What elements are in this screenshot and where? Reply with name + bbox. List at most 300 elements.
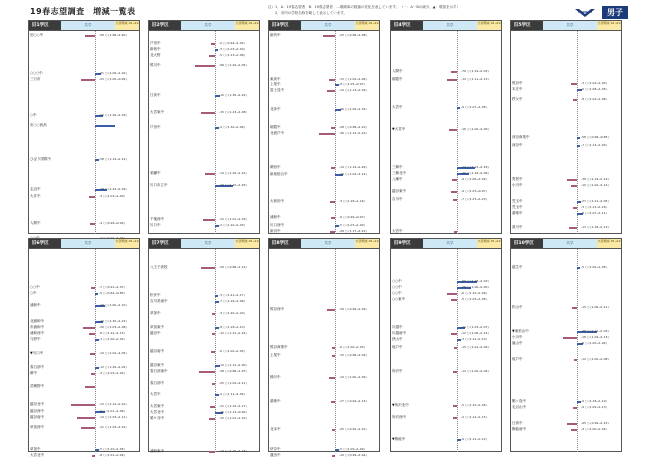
school-name: 桶川中 xyxy=(270,375,281,379)
change-value: -12 ○ (1.06→1.14) xyxy=(461,331,489,335)
school-name: 越谷西中 xyxy=(30,409,44,413)
change-value: -14 ○ (1.00→1.04) xyxy=(461,369,489,373)
change-bar xyxy=(451,299,457,301)
table-row xyxy=(149,369,259,374)
school-name: 鳩ケ谷中 xyxy=(150,416,164,420)
school-name: ▼飯能中 xyxy=(392,437,406,441)
table-row xyxy=(511,421,621,426)
school-name: 伊奈中 xyxy=(270,447,281,451)
table-row xyxy=(511,183,621,188)
school-name: 吉川中 xyxy=(392,197,403,201)
table-row xyxy=(269,215,379,220)
change-value: -4 ○ (1.03→1.02) xyxy=(99,371,125,375)
change-bar xyxy=(332,355,335,357)
panel-change-header: 志望増減 18→19 xyxy=(115,239,139,248)
change-value: -3 ○ (1.18→1.16) xyxy=(339,199,365,203)
school-name: 春日部東中 xyxy=(150,369,168,373)
change-value: -3 ○ (1.03→1.00) xyxy=(219,47,245,51)
table-row xyxy=(391,127,501,132)
change-bar xyxy=(201,112,215,114)
table-row xyxy=(29,221,139,226)
change-bar xyxy=(90,353,95,355)
change-value: -7 ○ (0.91→1.07) xyxy=(99,285,125,289)
change-bar xyxy=(453,417,457,419)
table-row xyxy=(269,399,379,404)
table-row xyxy=(29,33,139,38)
change-value: -43 ○ (1.10→1.25) xyxy=(219,183,247,187)
table-row xyxy=(149,41,259,46)
table-row xyxy=(149,53,259,58)
school-name: 梁瀬中 xyxy=(150,171,161,175)
table-row xyxy=(149,449,259,454)
school-name: 川口市立中 xyxy=(150,183,168,187)
panel-title: 旧7学区 xyxy=(149,239,181,248)
school-name: 上尾中 xyxy=(270,353,281,357)
panel-title: 旧5学区 xyxy=(511,21,543,30)
table-row xyxy=(29,331,139,336)
table-row xyxy=(29,351,139,356)
table-row xyxy=(269,307,379,312)
change-value: -10 ○ (1.02→1.05) xyxy=(99,351,127,355)
panel-header xyxy=(149,21,259,31)
school-name: 児玉中 xyxy=(512,199,523,203)
change-value: -17 ○ (0.94→1.14) xyxy=(339,399,367,403)
change-value: -5 ○ (1.10→1.05) xyxy=(99,447,125,451)
school-name: 日高中 xyxy=(150,93,161,97)
change-bar xyxy=(83,327,95,329)
school-name: 川越中 xyxy=(392,325,403,329)
school-name: 蓮田中 xyxy=(270,453,281,457)
school-name: 児玉中 xyxy=(512,205,523,209)
table-row xyxy=(29,123,139,128)
change-value: -31 ○ (1.09→1.02) xyxy=(99,71,127,75)
panel-column-header: 共学 xyxy=(61,239,115,248)
table-row xyxy=(391,297,501,302)
table-row xyxy=(269,33,379,38)
panel-header xyxy=(269,21,379,31)
change-bar xyxy=(203,219,215,221)
school-name: ひばり国際中 xyxy=(30,157,51,161)
school-name: 熊川中 xyxy=(150,63,161,67)
school-name: 越谷南中 xyxy=(30,415,44,419)
change-value: -12 ○ (1.21→1.24) xyxy=(219,331,247,335)
change-value: -2 ○ (0.94→1.02) xyxy=(219,41,245,45)
change-bar xyxy=(331,217,335,219)
table-row xyxy=(511,205,621,210)
table-row xyxy=(391,171,501,176)
change-bar xyxy=(577,145,580,147)
table-row xyxy=(269,427,379,432)
change-bar xyxy=(195,65,215,67)
school-name: 新羽中 xyxy=(270,229,281,233)
table-row xyxy=(511,305,621,310)
district-panel xyxy=(390,20,502,234)
school-name: 越谷中 xyxy=(150,331,161,335)
table-row xyxy=(511,143,621,148)
school-name: 日高中 xyxy=(512,421,523,425)
table-row xyxy=(391,415,501,420)
district-panel xyxy=(510,238,622,452)
school-name: 戸田中 xyxy=(150,125,161,129)
school-name: 志辺中 xyxy=(30,187,41,191)
change-value: -13 ○ (1.12→1.01) xyxy=(99,402,127,406)
school-name: 北条中 xyxy=(270,107,281,111)
change-value: -6 ○ (1.08→1.05) xyxy=(581,87,607,91)
table-row xyxy=(391,403,501,408)
school-name: 大宮北中 xyxy=(30,453,44,457)
table-row xyxy=(269,125,379,130)
change-value: -13 ○ (1.02→1.06) xyxy=(339,77,367,81)
table-row xyxy=(29,157,139,162)
school-name: 大宮東中 xyxy=(150,404,164,408)
table-row xyxy=(269,165,379,170)
school-name: 越谷北中 xyxy=(30,402,44,406)
change-bar xyxy=(453,405,457,407)
school-name: 八潮中 xyxy=(392,177,403,181)
change-bar xyxy=(91,287,95,289)
change-bar xyxy=(199,371,215,373)
center-line xyxy=(457,31,458,234)
table-row xyxy=(149,363,259,368)
change-value: -9 ○ (1.12→1.12) xyxy=(461,437,487,441)
change-value: -18 ○ (1.09→1.13) xyxy=(581,335,609,339)
center-line xyxy=(335,249,336,452)
table-row xyxy=(29,291,139,296)
table-row xyxy=(391,165,501,170)
table-row xyxy=(149,311,259,316)
school-name: 八王子高校 xyxy=(150,265,168,269)
school-name: 熊谷西中 xyxy=(270,307,284,311)
table-row xyxy=(269,447,379,452)
table-row xyxy=(269,229,379,234)
change-bar xyxy=(573,207,577,209)
table-row xyxy=(511,199,621,204)
school-name: 三日市 xyxy=(30,77,41,81)
table-row xyxy=(269,107,379,112)
school-name: 草加中 xyxy=(150,311,161,315)
school-name: 松伏中 xyxy=(150,293,161,297)
table-row xyxy=(391,337,501,342)
school-name: 草加東中 xyxy=(150,325,164,329)
change-bar xyxy=(90,223,95,225)
school-name: 深谷商業中 xyxy=(512,135,530,139)
change-bar xyxy=(454,347,457,349)
change-bar xyxy=(332,429,335,431)
change-value: -3 ○ (1.13→1.16) xyxy=(581,205,607,209)
change-value: -5 ○ (1.13→1.08) xyxy=(219,53,245,57)
change-value: -8 ○ (1.18→1.10) xyxy=(219,325,245,329)
table-row xyxy=(149,171,259,176)
panel-column-header: 共学 xyxy=(543,239,597,248)
change-value: -9 ○ (1.06→1.02) xyxy=(461,177,487,181)
district-panel xyxy=(148,238,260,452)
school-name: 大井中 xyxy=(30,194,41,198)
change-value: -48 ○ (1.21→1.03) xyxy=(581,329,609,333)
change-value: -13 ○ (1.29→1.16) xyxy=(219,449,247,453)
change-value: -10 ○ (1.02→1.14) xyxy=(581,183,609,187)
school-name: 北浦和中 xyxy=(30,319,44,323)
school-name: 北大野 xyxy=(150,53,161,57)
change-value: -11 ○ (1.10→1.17) xyxy=(219,404,247,408)
school-name: 越生中 xyxy=(512,265,523,269)
change-value: -9 ○ (1.01→1.06) xyxy=(99,409,125,413)
change-value: -38 ○ (0.86→1.07) xyxy=(219,369,247,373)
school-name: 武蔵野中 xyxy=(30,384,44,388)
table-row xyxy=(149,63,259,68)
school-name: 朝霞中 xyxy=(392,77,403,81)
panel-column-header: 共学 xyxy=(301,21,355,30)
change-value: -7 ○ (1.13→1.09) xyxy=(581,143,607,147)
panel-header xyxy=(511,239,621,249)
table-row xyxy=(511,135,621,140)
change-value: -3 ○ (1.02→1.00) xyxy=(581,81,607,85)
change-bar xyxy=(95,293,98,295)
table-row xyxy=(29,77,139,82)
school-name: 三郷北中 xyxy=(392,171,406,175)
table-row xyxy=(149,325,259,330)
school-name: ○○中 xyxy=(392,279,402,283)
change-value: -65 ○ (0.99→1.15) xyxy=(581,421,609,425)
school-name: 朝霞中 xyxy=(270,125,281,129)
change-bar xyxy=(454,231,457,233)
panel-change-header: 志望増減 18→19 xyxy=(115,21,139,30)
school-name: 草加中 xyxy=(30,447,41,451)
table-row xyxy=(511,399,621,404)
table-row xyxy=(29,365,139,370)
change-value: -76 ○ (1.19→1.03) xyxy=(461,69,489,73)
change-value: -15 ○ (1.06→1.11) xyxy=(581,305,609,309)
table-row xyxy=(511,265,621,270)
table-row xyxy=(29,337,139,342)
table-row xyxy=(29,285,139,290)
table-row xyxy=(29,447,139,452)
change-bar xyxy=(89,196,95,198)
change-bar xyxy=(329,79,335,81)
change-value: -23 ○ (0.98→1.08) xyxy=(339,33,367,37)
table-row xyxy=(149,404,259,409)
table-row xyxy=(29,371,139,376)
panel-change-header: 志望増減 18→19 xyxy=(355,21,379,30)
table-row xyxy=(391,77,501,82)
table-row xyxy=(391,331,501,336)
change-value: -9 ○ (1.03→0.97) xyxy=(461,189,487,193)
school-name: 川口西中 xyxy=(270,223,284,227)
table-row xyxy=(29,325,139,330)
district-panel xyxy=(510,20,622,234)
school-name: 坂戸中 xyxy=(392,345,403,349)
change-bar xyxy=(209,418,215,420)
change-bar xyxy=(567,179,577,181)
school-name: 秩父中 xyxy=(512,97,523,101)
change-value: -14 ○ (1.03→1.11) xyxy=(99,415,127,419)
change-value: -4 ○ (0.96→0.94) xyxy=(99,221,125,225)
change-bar xyxy=(215,49,218,51)
school-name: 所沢西中 xyxy=(392,415,406,419)
school-name: 毛呂山中 xyxy=(512,405,526,409)
school-name: 小川中 xyxy=(512,335,523,339)
table-row xyxy=(149,416,259,421)
change-bar xyxy=(332,455,335,457)
school-name: 新所中 xyxy=(270,33,281,37)
table-row xyxy=(269,88,379,93)
change-bar xyxy=(209,451,215,453)
table-row xyxy=(391,291,501,296)
table-row xyxy=(269,453,379,458)
change-value: -8 ○ (1.07→1.11) xyxy=(581,211,607,215)
school-name: 鶴ヶ島中 xyxy=(512,399,526,403)
table-row xyxy=(149,265,259,270)
change-bar xyxy=(81,427,95,429)
change-bar xyxy=(211,43,215,45)
change-bar xyxy=(571,83,577,85)
change-bar xyxy=(323,35,335,37)
panel-change-header: 志望増減 18→19 xyxy=(477,239,501,248)
change-value: -14 ○ (1.13→1.09) xyxy=(339,88,367,92)
school-name: 吉川美南中 xyxy=(150,299,168,303)
school-name: 草加西中 xyxy=(30,425,44,429)
school-name: 東高中 xyxy=(270,77,281,81)
panel-header xyxy=(29,239,139,249)
change-value: -5 ○ (1.03→1.05) xyxy=(461,297,487,301)
school-name: 大宮中 xyxy=(150,392,161,396)
table-row xyxy=(511,97,621,102)
panel-column-header: 共学 xyxy=(423,21,477,30)
table-row xyxy=(511,427,621,432)
change-bar xyxy=(205,173,215,175)
school-name: 新座総合中 xyxy=(270,172,288,176)
table-row xyxy=(511,87,621,92)
district-panel xyxy=(390,238,502,452)
table-row xyxy=(149,47,259,52)
gender-badge: 男子 xyxy=(602,6,628,19)
school-name: 大宮中 xyxy=(392,229,403,233)
school-name: 川口中 xyxy=(150,223,161,227)
table-row xyxy=(269,199,379,204)
panel-title: 旧4学区 xyxy=(391,21,423,30)
change-bar xyxy=(449,129,457,131)
table-row xyxy=(149,349,259,354)
change-value: -20 ○ (1.18→1.06) xyxy=(461,171,489,175)
table-row xyxy=(269,223,379,228)
change-bar xyxy=(331,167,335,169)
school-name: 千葉西中 xyxy=(150,217,164,221)
change-bar xyxy=(85,386,95,388)
change-value: -12 ○ (1.11→1.13) xyxy=(461,77,489,81)
change-value: -10 ○ (1.11→1.00) xyxy=(219,363,247,367)
change-value: -10 ○ (1.30→1.24) xyxy=(219,93,247,97)
change-bar xyxy=(331,401,335,403)
change-value: -15 ○ (1.01→1.09) xyxy=(461,345,489,349)
table-row xyxy=(29,409,139,414)
district-panel xyxy=(268,20,380,234)
change-bar xyxy=(209,55,215,57)
change-value: -28 ○ (1.17→1.22) xyxy=(339,229,367,233)
school-name: 熊谷中 xyxy=(512,81,523,85)
school-name: 飯能南中 xyxy=(512,427,526,431)
panel-column-header: 共学 xyxy=(181,239,235,248)
change-value: -6 ○ (1.00→1.03) xyxy=(339,345,365,349)
table-row xyxy=(149,293,259,298)
table-row xyxy=(149,381,259,386)
panel-header xyxy=(391,21,501,31)
school-name: 松山中 xyxy=(512,305,523,309)
change-value: -25 ○ (1.00→0.99) xyxy=(99,77,127,81)
table-row xyxy=(511,329,621,334)
change-bar xyxy=(89,333,95,335)
school-name: 本庄中 xyxy=(512,87,523,91)
table-row xyxy=(29,415,139,420)
header-note-1: 注）1．A：19春志望者 B：19春志望者 …増減率の数値の変化を表しています。 xyxy=(268,5,400,9)
panel-column-header: 共学 xyxy=(301,239,355,248)
change-value: -14 ○ (1.12→1.18) xyxy=(461,165,489,169)
school-name: 春日部中 xyxy=(150,381,164,385)
change-bar xyxy=(567,423,577,425)
change-value: -13 ○ (1.30→1.22) xyxy=(99,319,127,323)
school-name: ○○中 xyxy=(392,291,402,295)
table-row xyxy=(511,211,621,216)
table-row xyxy=(149,183,259,188)
panel-column-header: 共学 xyxy=(61,21,115,30)
change-value: -14 ○ (1.20→1.22) xyxy=(219,171,247,175)
change-value: -10 ○ (1.00→1.09) xyxy=(339,375,367,379)
school-name: 寄居中 xyxy=(512,177,523,181)
change-value: -14 ○ (1.03→1.07) xyxy=(461,325,489,329)
school-name: 小川中 xyxy=(512,183,523,187)
change-bar xyxy=(453,199,457,201)
school-name: 熊谷商業中 xyxy=(270,345,288,349)
change-bar xyxy=(331,127,335,129)
change-bar xyxy=(563,337,577,339)
school-name: 鴻巣中 xyxy=(512,211,523,215)
change-value: -38 ○ (1.19→1.19) xyxy=(581,177,609,181)
change-bar xyxy=(95,125,115,127)
school-name: 蕨中 xyxy=(30,371,37,375)
school-name: 浦和中 xyxy=(270,215,281,219)
change-bar xyxy=(212,333,215,335)
school-name: 北坂戸中 xyxy=(270,131,284,135)
change-value: -20 ○ (1.03→1.08) xyxy=(99,325,127,329)
change-value: -12 ○ (1.00→1.08) xyxy=(581,357,609,361)
table-row xyxy=(391,325,501,330)
table-row xyxy=(511,357,621,362)
table-row xyxy=(29,384,139,389)
panel-title: 旧6学区 xyxy=(29,239,61,248)
school-name: 鴻巣中 xyxy=(270,399,281,403)
table-row xyxy=(511,335,621,340)
table-row xyxy=(149,93,259,98)
school-name: 大宮北中 xyxy=(150,410,164,414)
change-value: -12 ○ (1.20→1.02) xyxy=(99,365,127,369)
table-row xyxy=(29,187,139,192)
change-value: -2 ○ (1.10→1.03) xyxy=(219,223,245,227)
change-value: -53 ○ (1.20→1.03) xyxy=(99,113,127,117)
change-bar xyxy=(451,191,457,193)
change-bar xyxy=(330,201,335,203)
change-bar xyxy=(574,359,577,361)
school-name: ○中 xyxy=(30,113,37,117)
change-value: -13 ○ (1.18→1.13) xyxy=(581,225,609,229)
table-row xyxy=(391,197,501,202)
table-row xyxy=(29,402,139,407)
table-row xyxy=(391,189,501,194)
change-value: -7 ○ (1.23→1.23) xyxy=(461,197,487,201)
change-value: -27 ○ (1.21→1.05) xyxy=(581,199,609,203)
change-bar xyxy=(451,71,457,73)
table-row xyxy=(29,194,139,199)
change-value: -9 ○ (1.07→1.05) xyxy=(461,105,487,109)
table-row xyxy=(511,81,621,86)
page-title: 19春志望調査 増減一覧表 xyxy=(30,7,136,16)
